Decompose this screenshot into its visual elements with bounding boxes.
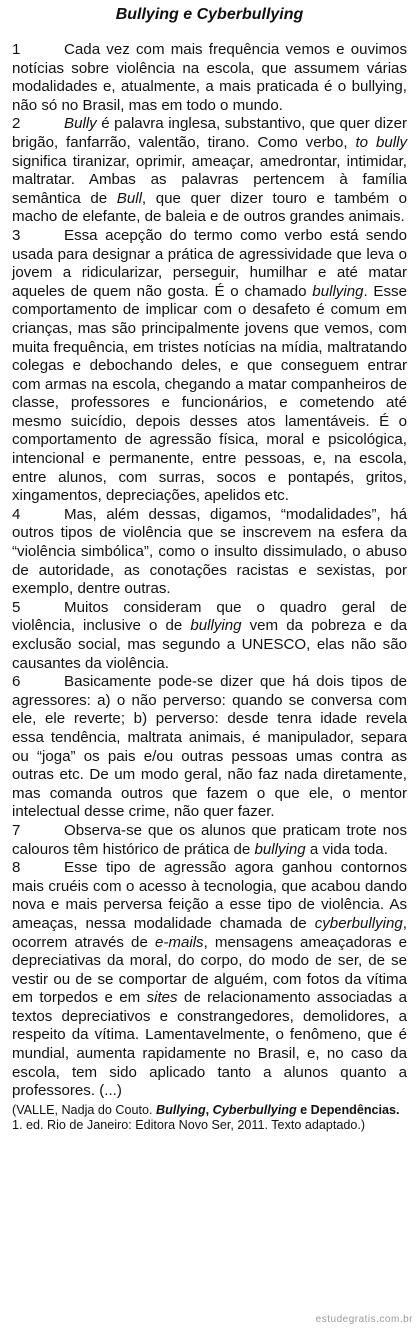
watermark: estudegratis.com.br: [315, 1314, 413, 1325]
text-segment: bullying: [190, 617, 242, 635]
paragraph-number: 2: [12, 115, 21, 133]
text-segment: a vida toda.: [305, 840, 388, 858]
text-segment: 1. ed. Rio de Janeiro: Editora Novo Ser, 2011. Texto adaptado.): [12, 1117, 366, 1132]
paragraph: [12, 41, 407, 115]
paragraph: [12, 859, 407, 1101]
paragraph: [12, 599, 407, 673]
paragraph: [12, 822, 407, 859]
text-segment: , que quer dizer touro e também o macho de elefante, de baleia e de outros grandes animais.: [12, 189, 408, 226]
text-segment: cyberbullying: [314, 914, 403, 932]
paragraph: [12, 115, 407, 227]
text-segment: Esse tipo de agressão agora ganhou contornos mais cruéis com o acesso à tecnologia, que acabou dando nova e mais perversa feição a esse tipo de violência. As ameaças, nessa modalidade chamada de: [12, 859, 407, 932]
text-segment: e-mails: [154, 933, 204, 951]
text-segment: Cada vez com mais frequência vemos e ouvimos notícias sobre violência na escola, que assumem várias modalidades e, atualmente, a mais praticada é o bullying, não só no Brasil, mas em todo o mundo.: [12, 41, 407, 114]
reference: [12, 1103, 407, 1133]
text-segment: significa tiranizar, oprimir, ameaçar, amedrontar, intimidar, maltratar. Ambas as palavras pertencem à família semântica de: [12, 152, 407, 207]
text-segment: , mensagens ameaçadoras e depreciativas da moral, do corpo, do modo de ser, de se vestir ou de se comportar de alguém, com fotos da vítima em torpedos e em: [12, 933, 407, 1007]
text-segment: Basicamente pode-se dizer que há dois tipos de agressores: a) o não perverso: quando se conversa com ele, ele reverte; b) perverso: desde tenra idade revela essa tendência, maltrata animais, é manipulador, separa ou “joga” os pais e/ou outras pessoas umas contra as outras etc. De um modo geral, não faz nada diretamente, mas comanda outros que fazem o que ele, o mentor intelectual desse crime, não quer fazer.: [12, 673, 407, 821]
article-body: [12, 41, 407, 1133]
paragraph-number: 6: [12, 673, 21, 691]
text-segment: Bullying: [155, 1102, 206, 1117]
text-segment: é palavra inglesa, substantivo, que quer dizer brigão, fanfarrão, valentão, tirano. Como verbo,: [12, 115, 407, 151]
text-segment: bullying: [254, 840, 306, 858]
text-segment: (VALLE, Nadja do Couto.: [12, 1102, 156, 1117]
paragraph: [12, 227, 407, 506]
text-segment: Mas, além dessas, digamos, “modalidades”, há outros tipos de violência que se inscrevem na esfera da “violência simbólica”, como o insulto dissimulado, o abuso de autoridade, as conotações racistas e sexistas, por exemplo, dentre outras.: [12, 505, 407, 598]
paragraph-list: [12, 41, 407, 1101]
text-segment: , ocorrem através de: [12, 914, 407, 951]
text-segment: sites: [146, 989, 178, 1007]
text-segment: de relacionamento associadas a textos depreciativos e constrangedores, demolidores, a respeito da vítima. Lamentavelmente, o fenômeno, que é mundial, aumenta rapidamente no Brasil, e, no caso da escola, tem sido aplicado tanto a alunos quanto a professores. (...): [12, 989, 407, 1100]
paragraph-number: 4: [12, 505, 21, 523]
text-segment: Essa acepção do termo como verbo está sendo usada para designar a prática de agressividade que leva o jovem a ridicularizar, perseguir, humilhar e até matar aqueles de quem não gosta. É o chamado: [12, 226, 407, 300]
text-segment: . Esse comportamento de implicar com o desafeto é comum em crianças, mas são principalmente jovens que vemos, com muita frequência, em tristes notícias na mídia, maltratando colegas e debochando deles, e que conseguem entrar com armas na escola, chegando a matar companheiros de classe, professores e funcionários, e cometendo até mesmo suicídio, depois desses atos lamentáveis. É o comportamento de agressão física, moral e psicológica, intencional e permanente, entre pessoas, e, na escola, entre alunos, com surras, socos e pontapés, gritos, xingamentos, depreciações, apelidos etc.: [12, 282, 407, 505]
text-segment: Observa-se que os alunos que praticam trote nos calouros têm histórico de prática de: [12, 821, 407, 858]
text-segment: Cyberbullying: [212, 1102, 297, 1117]
paragraph-number: 3: [12, 226, 21, 244]
paragraph: [12, 673, 407, 822]
text-segment: ,: [205, 1102, 213, 1117]
text-segment: to bully: [355, 133, 407, 151]
paragraph-number: 1: [12, 41, 21, 58]
text-segment: Bully: [64, 115, 97, 133]
text-segment: vem da pobreza e da exclusão social, mas segundo a UNESCO, elas não são causantes da violência.: [12, 617, 407, 672]
text-segment: Muitos consideram que o quadro geral de violência, inclusive o de: [12, 598, 407, 635]
paragraph-number: 8: [12, 859, 21, 877]
paragraph-number: 5: [12, 598, 21, 616]
paragraph-number: 7: [12, 821, 21, 839]
text-segment: bullying: [312, 282, 364, 300]
text-segment: e Dependências.: [296, 1102, 400, 1117]
page-title: Bullying e Cyberbullying: [115, 6, 304, 23]
text-segment: Bull: [116, 189, 142, 207]
paragraph: [12, 506, 407, 599]
